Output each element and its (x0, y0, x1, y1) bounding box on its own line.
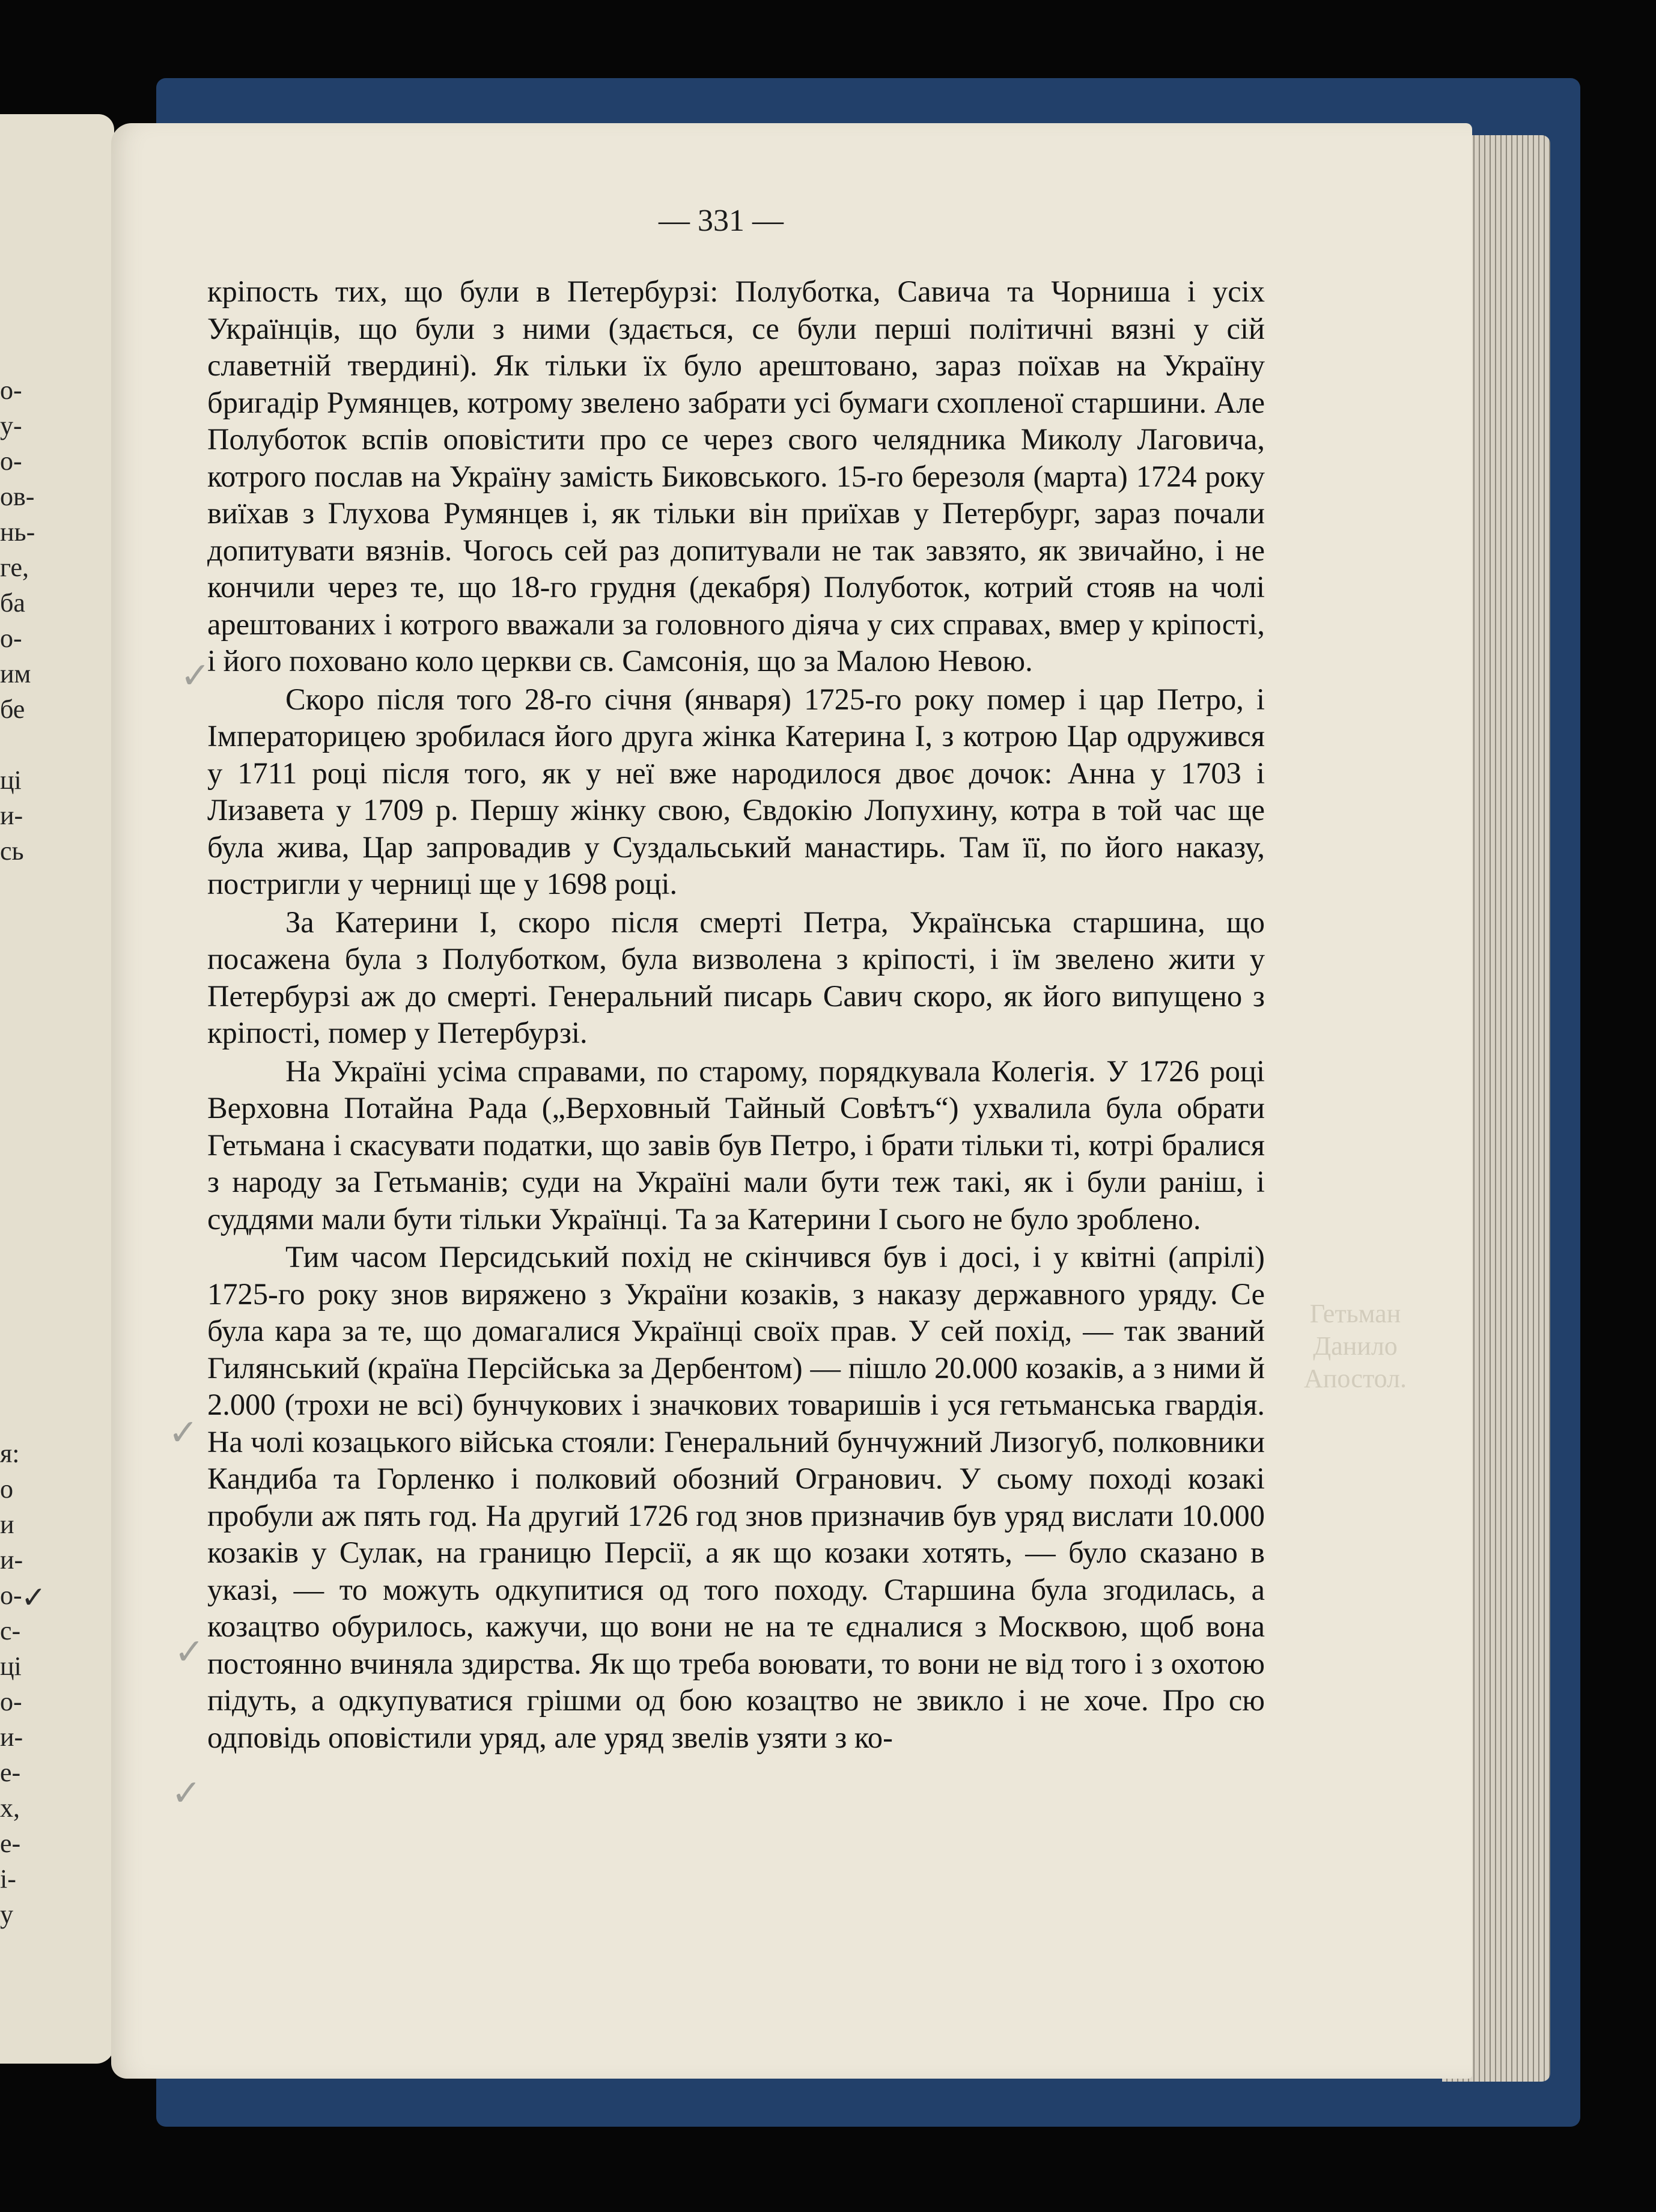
left-fragment: у- (0, 411, 22, 440)
left-fragment: ов- (0, 482, 35, 511)
left-fragment (0, 1329, 60, 1365)
left-fragment: і- (0, 1864, 16, 1894)
left-fragment (0, 1259, 60, 1294)
left-fragment (0, 1010, 60, 1046)
left-fragment (0, 1117, 60, 1152)
left-fragment: бе (0, 694, 25, 724)
left-fragment: и- (0, 1545, 23, 1575)
left-fragment: о- (0, 375, 22, 405)
bleed-through-line: Данило (1313, 1331, 1398, 1361)
bleed-through-caption (1304, 1298, 1407, 1395)
left-fragment: и- (0, 801, 23, 830)
left-page-text (0, 372, 60, 1932)
left-fragment: у (0, 1900, 13, 1929)
left-fragment: ге, (0, 553, 29, 582)
left-fragment (0, 904, 60, 940)
left-fragment (0, 1294, 60, 1329)
left-fragment (0, 727, 60, 762)
left-fragment (0, 1365, 60, 1400)
pencil-check-mark-icon: ✓ (21, 1580, 46, 1615)
paragraph: На Україні усіма справами, по старому, порядкувала Колегія. У 1726 році Верховна Потайна Рада („Верховный Тайный Совѣтъ“) ухвалила була обрати Гетьмана і скасувати податки, що завів був Петро, і брати тільки ті, котрі бралися з народу за Гетьманів; суди на Україні мали бути теж такі, як і були раніш, і суддями мали бути тільки Українці. Та за Катерини І сього не було зроблено. (207, 1054, 1265, 1236)
left-fragment: х, (0, 1793, 20, 1823)
left-fragment (0, 869, 60, 904)
left-fragment: о- (0, 1581, 22, 1610)
left-fragment: о (0, 1474, 13, 1504)
pencil-check-mark-icon: ✓ (180, 655, 211, 697)
left-fragment (0, 1188, 60, 1223)
left-fragment: сь (0, 836, 24, 866)
left-fragment: ці (0, 765, 22, 795)
pencil-check-mark-icon: ✓ (171, 1772, 202, 1814)
left-page (0, 114, 114, 2064)
left-fragment: о- (0, 624, 22, 653)
left-fragment (0, 1400, 60, 1436)
left-fragment: о- (0, 446, 22, 476)
left-fragment: о- (0, 1687, 22, 1716)
paragraph: Тим часом Персидський похід не скінчився був і досі, і у квітні (апрілі) 1725-го року знов виряжено з України козаків, з наказу державного уряду. Се була кара за те, що домагалися Українці своїх прав. У сей похід, — так званий Гилянський (країна Персійська за Дербентом) — пішло 20.000 козаків, а з ними й 2.000 (трохи не всі) бунчукових і значкових товаришів і уся гетьманська гвардія. На чолі козацького війська стояли: Генеральний бунчужний Лизогуб, полковники Кандиба та Горленко і полковий обозний Огранович. У сьому поході козакі пробули аж пять год. На другий 1726 год знов призначив був уряд вислати 10.000 козаків у Сулак, на границю Персії, а як що козаки хотять, — було сказано в указі, — то можуть одкупитися од того походу. Старшина була згодилась, а козацтво обурилось, кажучи, що вони не на те єдналися з Москвою, щоб вона постоянно вчиняла здирства. Як що треба воювати, то вони не від того і з охотою підуть, а одкупуватися грішми од бою козацтво не звикло і не хоче. Про сю одповідь оповістили уряд, але уряд звелів узяти з ко- (207, 1240, 1265, 1754)
left-fragment (0, 1046, 60, 1081)
left-fragment (0, 1081, 60, 1117)
left-fragment: ба (0, 588, 25, 618)
left-fragment: я: (0, 1439, 20, 1468)
left-fragment (0, 1152, 60, 1188)
left-fragment: е- (0, 1758, 21, 1787)
left-fragment (0, 1223, 60, 1259)
page-number: — 331 — (659, 204, 784, 238)
left-fragment: и- (0, 1722, 23, 1752)
left-fragment (0, 940, 60, 975)
left-fragment: и (0, 1510, 14, 1539)
paragraph: Скоро після того 28-го січня (января) 1725-го року помер і цар Петро, і Імператорицею зробилася його друга жінка Катерина І, з котрою Цар одружився у 1711 році після того, як у неї вже народилося двоє дочок: Анна у 1703 і Лизавета у 1709 р. Першу жінку свою, Євдокію Лопухину, котра в той час ще була жива, Цар запровадив у Суздальський манастирь. Там її, по його наказу, постригли у черниці ще у 1698 році. (207, 682, 1265, 901)
pencil-check-mark-icon: ✓ (174, 1631, 205, 1673)
left-fragment: с- (0, 1616, 21, 1645)
left-fragment: нь- (0, 517, 35, 547)
bleed-through-line: Гетьман (1309, 1299, 1401, 1328)
bleed-through-line: Апостол. (1304, 1364, 1407, 1393)
paragraph: За Катерини І, скоро після смерті Петра, Українська старшина, що посажена була з Полуботком, була визволена з кріпості, і їм звелено жити у Петербурзі аж до смерті. Генеральний писарь Савич скоро, як його випущено з кріпості, помер у Петербурзі. (207, 905, 1265, 1050)
left-fragment: им (0, 659, 31, 688)
left-fragment: е- (0, 1829, 21, 1858)
page-body (207, 273, 1265, 1756)
left-fragment: ці (0, 1651, 22, 1681)
pencil-check-mark-icon: ✓ (168, 1412, 199, 1454)
paragraph: кріпость тих, що були в Петербурзі: Полуботка, Савича та Чорниша і усіх Українців, що були з ними (здається, се були перші політичні вязні у сій славетній твердині). Як тільки їх було арештовано, зараз поїхав на Україну бригадір Румянцев, котрому звелено забрати усі бумаги схопленої старшини. Але Полуботок вспів оповістити про се через свого челядника Миколу Лаговича, котрого послав на Україну замість Биковського. 15-го березоля (марта) 1724 року виїхав з Глухова Румянцев і, як тільки він приїхав у Петербург, зараз почали допитувати вязнів. Чогось сей раз допитували не так завзято, як звичайно, і не кончили через те, що 18-го грудня (декабря) Полуботок, котрий стояв на чолі арештованих і котрого вважали за головного діяча у сих справах, вмер у кріпості, і його поховано коло церкви св. Самсонія, що за Малою Невою. (207, 275, 1265, 678)
left-fragment (0, 975, 60, 1010)
